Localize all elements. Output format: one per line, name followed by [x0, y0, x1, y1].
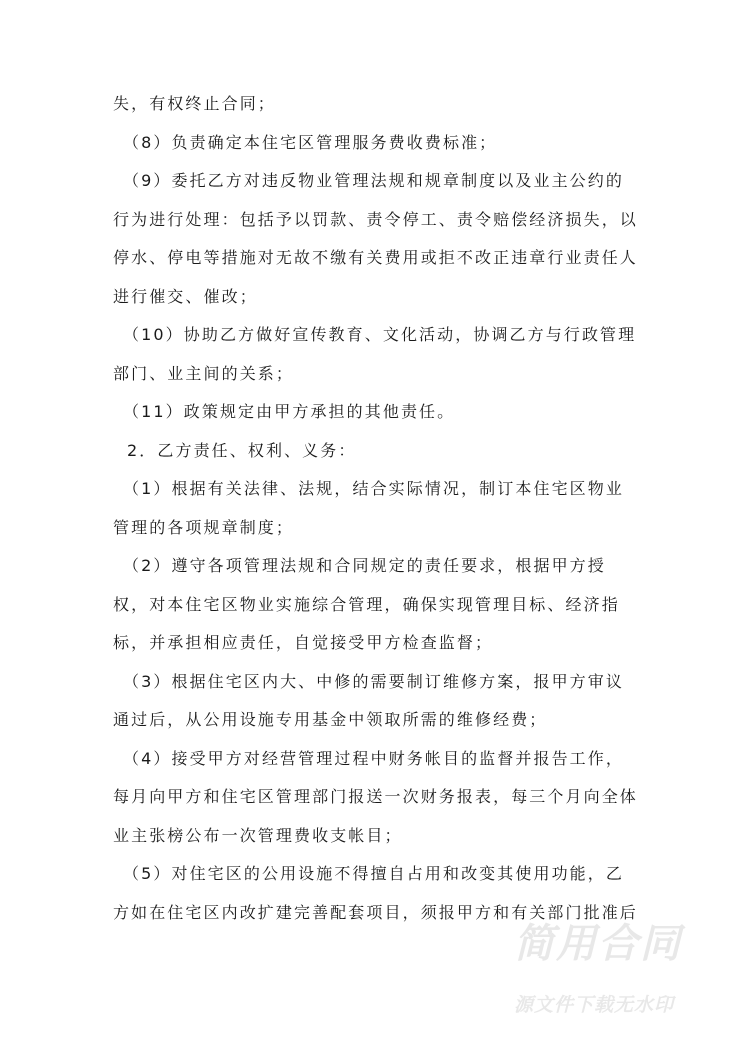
- text-line: 行为进行处理：包括予以罚款、责令停工、责令赔偿经济损失，以: [113, 209, 638, 229]
- text-line: （5）对住宅区的公用设施不得擅自占用和改变其使用功能，乙: [123, 864, 624, 883]
- watermark-subtitle: 源文件下载无水印: [514, 994, 675, 1016]
- text-line: （11）政策规定由甲方承担的其他责任。: [123, 402, 456, 421]
- text-line: 停水、停电等措施对无故不缴有关费用或拒不改正违章行业责任人: [113, 248, 638, 267]
- text-line: 权，对本住宅区物业实施综合管理，确保实现管理目标、经济指: [113, 594, 620, 614]
- text-line: （2）遵守各项管理法规和合同规定的责任要求，根据甲方授: [123, 556, 606, 575]
- text-line: （3）根据住宅区内大、中修的需要制订维修方案，报甲方审议: [123, 671, 624, 691]
- text-line: 进行催交、催改；: [113, 286, 258, 306]
- text-line: 管理的各项规章制度；: [113, 517, 295, 537]
- text-line: （1）根据有关法律、法规，结合实际情况，制订本住宅区物业: [123, 479, 624, 498]
- text-line: （4）接受甲方对经营管理过程中财务帐目的监督并报告工作，: [123, 748, 624, 768]
- text-line: （9）委托乙方对违反物业管理法规和规章制度以及业主公约的: [123, 171, 624, 190]
- text-line: 标，并承担相应责任，自觉接受甲方检查监督；: [113, 633, 494, 652]
- text-line: 通过后，从公用设施专用基金中领取所需的维修经费；: [113, 710, 548, 729]
- text-line: 方如在住宅区内改扩建完善配套项目，须报甲方和有关部门批准后: [113, 902, 638, 922]
- text-line: （10）协助乙方做好宣传教育、文化活动，协调乙方与行政管理: [123, 325, 637, 344]
- document-body: [113, 88, 713, 935]
- watermark-logo: 简用合同: [514, 921, 682, 967]
- text-line: （8）负责确定本住宅区管理服务费收费标准；: [123, 132, 498, 152]
- text-line: 部门、业主间的关系；: [113, 363, 295, 383]
- text-line: 每月向甲方和住宅区管理部门报送一次财务报表，每三个月向全体: [113, 787, 638, 806]
- text-line: 业主张榜公布一次管理费收支帐目；: [113, 825, 403, 845]
- text-line: 失，有权终止合同；: [113, 94, 276, 113]
- text-line: 2．乙方责任、权利、义务：: [127, 440, 357, 460]
